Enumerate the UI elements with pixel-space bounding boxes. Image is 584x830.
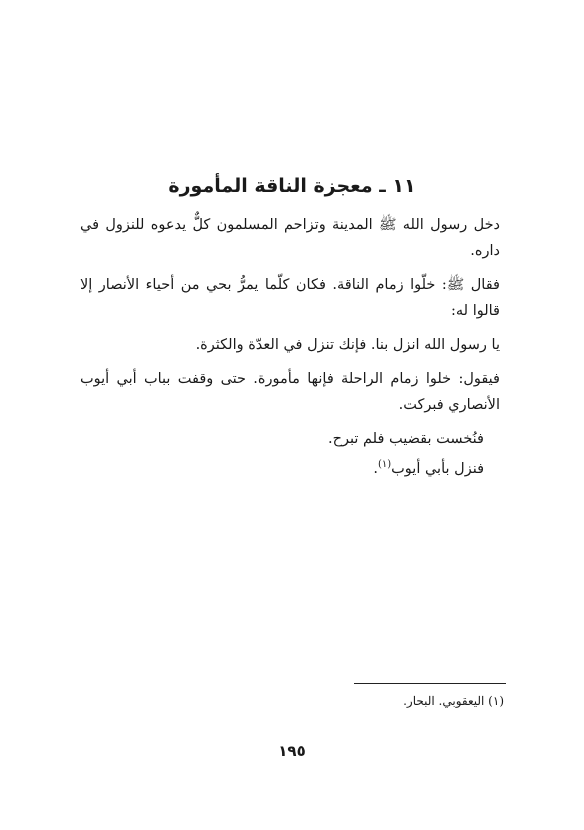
paragraph-1: دخل رسول الله ﷺ المدينة وتزاحم المسلمون كلٌّ يدعوه للنزول في داره. (80, 217, 500, 259)
paragraph-6 (80, 456, 500, 482)
paragraph-4: فيقول: خلوا زمام الراحلة فإنها مأمورة. حتى وقفت بباب أبي أيوب الأنصاري فبركت. (80, 371, 500, 413)
chapter-title: ١١ ـ معجزة الناقة المأمورة (168, 175, 416, 197)
footnote-divider (354, 683, 506, 684)
page-number: ١٩٥ (278, 742, 306, 760)
body-text (80, 212, 500, 486)
footnote-reference: (١) (377, 459, 392, 471)
paragraph-5: فنُخست بقضيب فلم تبرح. (328, 431, 484, 447)
paragraph-3: يا رسول الله انزل بنا. فإنك تنزل في العدّة والكثرة. (195, 337, 500, 353)
paragraph-2: فقال ﷺ: خلّوا زمام الناقة. فكان كلّما يمرُّ بحي من أحياء الأنصار إلا قالوا له: (80, 277, 500, 319)
footnote: (١) اليعقوبي. البحار. (403, 694, 504, 708)
last-line-text: فنزل بأبي أيوب (391, 461, 484, 477)
last-line-end: . (373, 461, 378, 477)
